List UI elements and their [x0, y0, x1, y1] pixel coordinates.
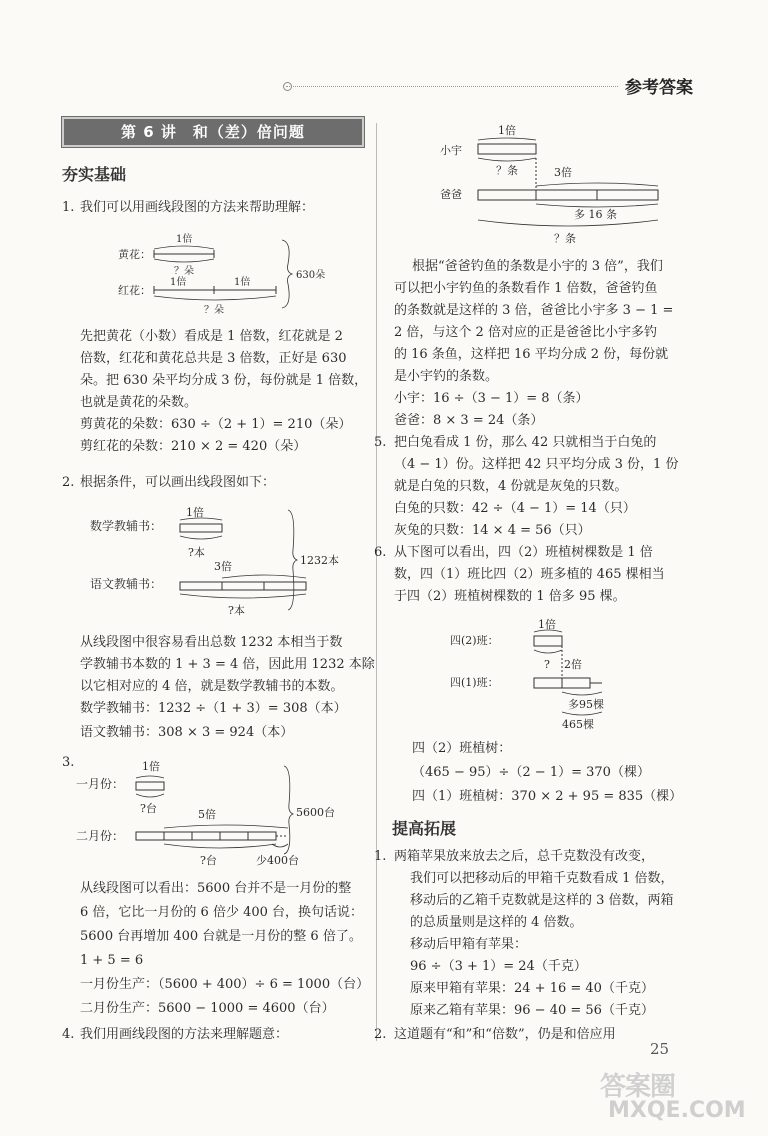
q6-total: 465棵: [562, 718, 594, 731]
q4-intro: 我们用画线段图的方法来理解题意：: [80, 1027, 289, 1042]
q4-q-tiao-b: ？条: [554, 232, 576, 245]
q1-one-bei-b: 1倍: [170, 277, 187, 288]
a1-line-8: 原来乙箱有苹果：96 − 40 = 56（千克）: [410, 1003, 654, 1018]
q1-label-huang: 黄花：: [118, 248, 151, 261]
q3-line-5: 一月份生产：（5600 + 400）÷ 6 = 1000（台）: [80, 977, 370, 992]
a1-number: 1.: [374, 849, 387, 864]
q6-label-ban1: 四(1)班：: [450, 676, 499, 689]
q6-one-bei: 1倍: [538, 618, 556, 631]
q1-q-duo-b: ？朵: [204, 305, 224, 316]
q4-label-baba: 爸爸: [440, 188, 462, 201]
q6-answer-3: 四（1）班植树：370 × 2 + 95 = 835（棵）: [412, 789, 683, 804]
q2-number: 2.: [62, 475, 75, 490]
q2-three-bei: 3倍: [214, 560, 232, 573]
q3-line-4: 1 + 5 = 6: [80, 953, 144, 968]
q4-three-bei: 3倍: [554, 166, 572, 179]
q1-intro: 我们可以用画线段图的方法来帮助理解：: [80, 200, 315, 215]
watermark-url: MXQE.COM: [608, 1098, 746, 1123]
q2-line-3: 以它相对应的 4 倍，就是数学教辅书的本数。: [80, 679, 344, 694]
a1-line-6: 96 ÷（3 + 1）= 24（千克）: [410, 959, 587, 974]
column-divider: [376, 123, 377, 1041]
q3-q-tai-b: ?台: [200, 854, 217, 867]
header-rule: [286, 86, 618, 87]
q2-diagram: [90, 500, 370, 620]
q2-line-5: 语文教辅书：308 × 3 = 924（本）: [80, 725, 294, 740]
q1-line-4: 也就是黄花的朵数。: [80, 395, 198, 410]
q3-diagram: [76, 760, 366, 870]
a1-line-7: 原来甲箱有苹果：24 + 16 = 40（千克）: [410, 981, 654, 996]
q6-duo: 多95棵: [568, 698, 604, 711]
a1-line-3: 移动后的乙箱千克数就是这样的 3 倍数，两箱: [410, 893, 674, 908]
q3-five-bei: 5倍: [198, 808, 216, 821]
q3-label-yue1: 一月份：: [76, 777, 125, 791]
q1-one-bei-a: 1倍: [176, 234, 193, 245]
q4-line-8: 爸爸：8 × 3 = 24（条）: [394, 413, 544, 428]
q5-number: 5.: [374, 435, 387, 450]
q3-q-tai-a: ?台: [140, 802, 157, 815]
q4-line-5: 的 16 条鱼，这样把 16 平均分成 2 份，每份就: [394, 347, 669, 362]
q4-label-xiaoyu: 小宇: [440, 144, 462, 157]
q2-label-yuwen: 语文教辅书：: [90, 577, 163, 591]
q6-two-bei: 2倍: [564, 658, 582, 671]
a1-line-2: 我们可以把移动后的甲箱千克数看成 1 倍数，: [410, 871, 674, 886]
section-basic: 夯实基础: [62, 165, 127, 184]
q3-number: 3.: [62, 755, 75, 770]
q1-line-2: 倍数，红花和黄花总共是 3 倍数，正好是 630: [80, 351, 347, 366]
q2-intro: 根据条件，可以画出线段图如下：: [80, 475, 276, 490]
q4-one-bei: 1倍: [498, 124, 516, 137]
a2-line: 这道题有“和”和“倍数”，仍是和倍应用: [394, 1027, 616, 1042]
q4-number: 4.: [62, 1027, 75, 1042]
q3-label-yue2: 二月份：: [76, 829, 125, 843]
q2-total: 1232本: [300, 554, 339, 567]
q6-line-3: 于四（2）班植树棵数的 1 倍多 95 棵。: [394, 589, 626, 604]
q1-line-1: 先把黄花（小数）看成是 1 倍数，红花就是 2: [80, 329, 343, 344]
q6-line-1: 从下图可以看出，四（2）班植树棵数是 1 倍: [394, 545, 653, 560]
q2-line-4: 数学教辅书：1232 ÷（1 + 3）= 308（本）: [80, 701, 347, 716]
a1-line-1: 两箱苹果放来放去之后，总千克数没有改变，: [394, 849, 655, 864]
q3-line-2: 6 倍，它比一月份的 6 倍少 400 台，换句话说：: [80, 905, 364, 920]
q5-line-2: （4 − 1）份。这样把 42 只平均分成 3 份，1 份: [394, 457, 679, 472]
q6-number: 6.: [374, 545, 387, 560]
q3-line-3: 5600 台再增加 400 台就是一月份的整 6 倍了。: [80, 929, 362, 944]
q1-number: 1.: [62, 200, 75, 215]
q1-label-hong: 红花：: [118, 284, 151, 297]
q4-duo: 多 16 条: [574, 208, 617, 221]
q6-line-2: 数，四（1）班比四（2）班多植的 465 棵相当: [394, 567, 665, 582]
q6-label-ban2: 四(2)班：: [450, 634, 499, 647]
q5-line-3: 就是白兔的只数，4 份就是灰兔的只数。: [394, 479, 628, 494]
q4-line-4: 2 倍，与这个 2 倍对应的正是爸爸比小宇多钓: [394, 325, 657, 340]
q2-q-ben-b: ?本: [228, 604, 245, 617]
q3-total: 5600台: [296, 806, 335, 819]
q1-one-bei-c: 1倍: [234, 277, 251, 288]
q1-line-3: 朵。把 630 朵平均分成 3 份，每份就是 1 倍数，: [80, 373, 368, 388]
q4-line-3: 的条数就是这样的 3 倍，爸爸比小宇多 3 − 1 =: [394, 303, 674, 318]
q2-q-ben-a: ?本: [188, 546, 205, 559]
watermark-logo: 答案圈: [600, 1072, 676, 1102]
q1-diagram: [110, 228, 370, 318]
q1-total: 630朵: [296, 270, 326, 281]
lesson-banner: 第 6 讲 和（差）倍问题: [62, 117, 364, 147]
a1-line-4: 的总质量则是这样的 4 倍数。: [410, 915, 583, 930]
q4-line-6: 是小宇钓的条数。: [394, 369, 499, 384]
q6-diagram: [450, 616, 650, 736]
q5-line-1: 把白兔看成 1 份，那么 42 只就相当于白兔的: [394, 435, 657, 450]
q4-q-tiao-a: ？条: [496, 164, 518, 177]
q5-line-5: 灰兔的只数：14 × 4 = 56（只）: [394, 523, 591, 538]
q2-label-shuxue: 数学教辅书：: [90, 519, 163, 533]
q3-line-6: 二月份生产：5600 − 1000 = 4600（台）: [80, 1001, 335, 1016]
q5-line-4: 白兔的只数：42 ÷（4 − 1）= 14（只）: [394, 501, 636, 516]
q3-shao: 少400台: [256, 854, 299, 867]
q6-answer-1: 四（2）班植树：: [412, 741, 512, 756]
q1-line-5: 剪黄花的朵数：630 ÷（2 + 1）= 210（朵）: [80, 417, 352, 432]
q1-q-duo-a: ？朵: [174, 266, 194, 277]
q2-one-bei: 1倍: [186, 506, 204, 519]
q4-line-1: 根据“爸爸钓鱼的条数是小宇的 3 倍”，我们: [412, 259, 663, 274]
a1-line-5: 移动后甲箱有苹果：: [410, 937, 528, 952]
q2-line-2: 学教辅书本数的 1 + 3 = 4 倍，因此用 1232 本除: [80, 657, 375, 672]
page-number: 25: [650, 1040, 670, 1058]
q6-q: ?: [544, 658, 550, 671]
section-advanced: 提高拓展: [392, 819, 457, 838]
q4-diagram: [440, 120, 700, 250]
q3-one-bei: 1倍: [142, 760, 160, 773]
page-header-title: 参考答案: [625, 78, 693, 98]
q6-answer-2: （465 − 95）÷（2 − 1）= 370（棵）: [412, 765, 650, 780]
q2-line-1: 从线段图中很容易看出总数 1232 本相当于数: [80, 635, 343, 650]
q4-line-2: 可以把小宇钓鱼的条数看作 1 倍数，爸爸钓鱼: [394, 281, 658, 296]
q4-line-7: 小宇：16 ÷（3 − 1）= 8（条）: [394, 391, 589, 406]
q3-line-1: 从线段图可以看出：5600 台并不是一月份的整: [80, 881, 352, 896]
q1-line-6: 剪红花的朵数：210 × 2 = 420（朵）: [80, 439, 307, 454]
a2-number: 2.: [374, 1027, 387, 1042]
